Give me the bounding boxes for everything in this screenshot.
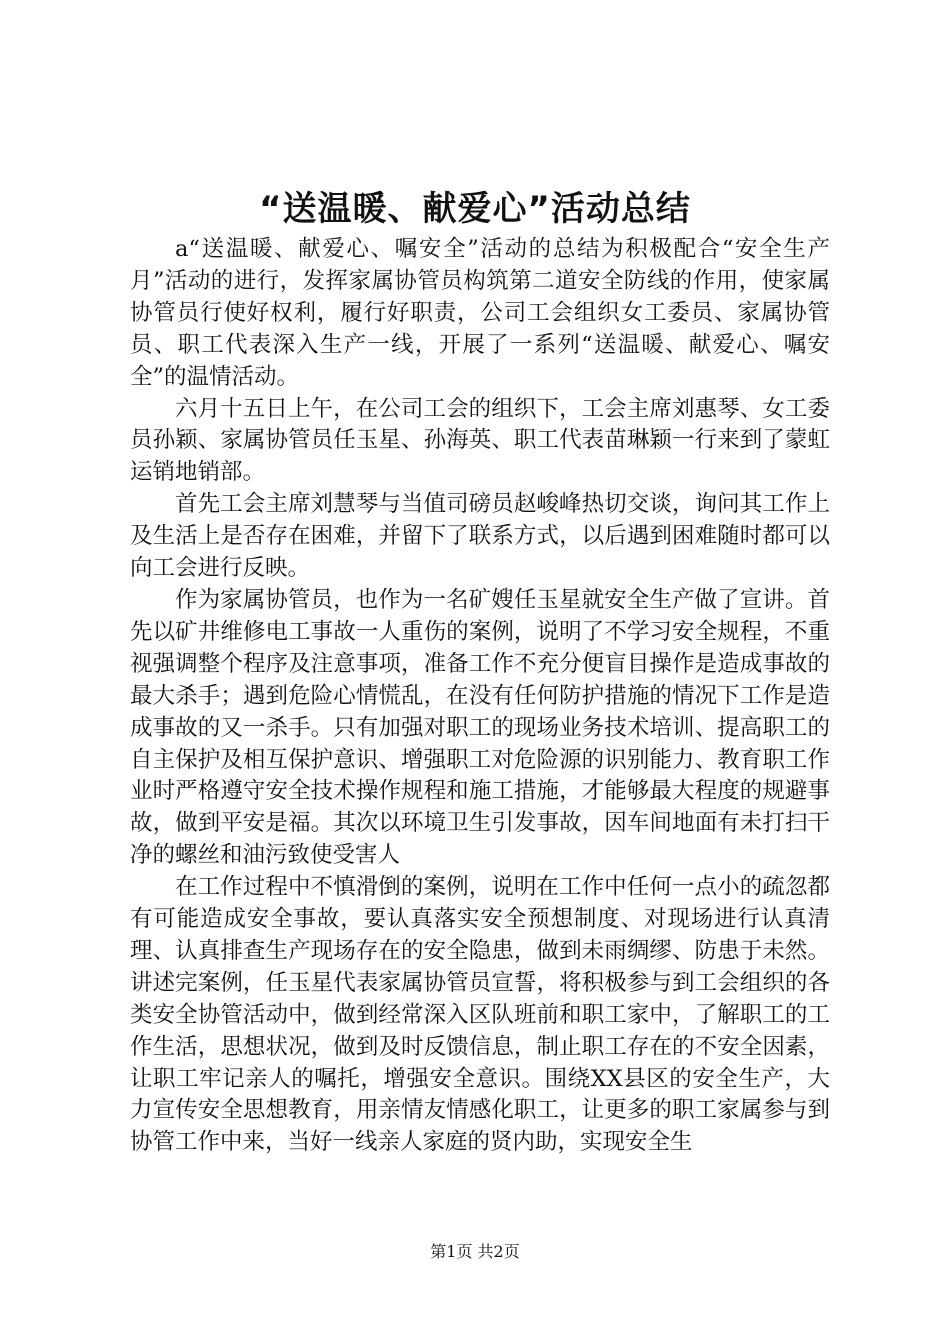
paragraph: 六月十五日上午，在公司工会的组织下，工会主席刘惠琴、女工委员孙颖、家属协管员任玉星、孙海英、职工代表苗琳颖一行来到了蒙虹运销地销部。 (130, 395, 830, 486)
page-number-footer: 第1页 共2页 (430, 1242, 520, 1261)
paragraph: 在工作过程中不慎滑倒的案例，说明在工作中任何一点小的疏忽都有可能造成安全事故，要认真落实安全预想制度、对现场进行认真清理、认真排查生产现场存在的安全隐患，做到未雨绸缪、防患于未然。讲述完案例，任玉星代表家属协管员宣誓，将积极参与到工会组织的各类安全协管活动中，做到经常深入区队班前和职工家中，了解职工的工作生活，思想状况，做到及时反馈信息，制止职工存在的不安全因素，让职工牢记亲人的嘱托，增强安全意识。围绕XX县区的安全生产，大力宣传安全思想教育，用亲情友情感化职工，让更多的职工家属参与到协管工作中来，当好一线亲人家庭的贤内助，实现安全生 (130, 874, 830, 1156)
document-body (130, 234, 830, 1159)
document-title: “送温暖、献爱心”活动总结 (259, 189, 691, 229)
paragraph: a“送温暖、献爱心、嘱安全”活动的总结为积极配合“安全生产月”活动的进行，发挥家属协管员构筑第二道安全防线的作用，使家属协管员行使好权利，履行好职责，公司工会组织女工委员、家属协管员、职工代表深入生产一线，开展了一系列“送温暖、献爱心、嘱安全”的温情活动。 (130, 236, 830, 390)
paragraph: 首先工会主席刘慧琴与当值司磅员赵峻峰热切交谈，询问其工作上及生活上是否存在困难，并留下了联系方式，以后遇到困难随时都可以向工会进行反映。 (130, 491, 830, 582)
paragraph: 作为家属协管员，也作为一名矿嫂任玉星就安全生产做了宣讲。首先以矿井维修电工事故一人重伤的案例，说明了不学习安全规程，不重视强调整个程序及注意事项，准备工作不充分便盲目操作是造成事故的最大杀手；遇到危险心情慌乱，在没有任何防护措施的情况下工作是造成事故的又一杀手。只有加强对职工的现场业务技术培训、提高职工的自主保护及相互保护意识、增强职工对危险源的识别能力、教育职工作业时严格遵守安全技术操作规程和施工措施，才能够最大程度的规避事故，做到平安是福。其次以环境卫生引发事故，因车间地面有未打扫干净的螺丝和油污致使受害人 (130, 586, 830, 869)
